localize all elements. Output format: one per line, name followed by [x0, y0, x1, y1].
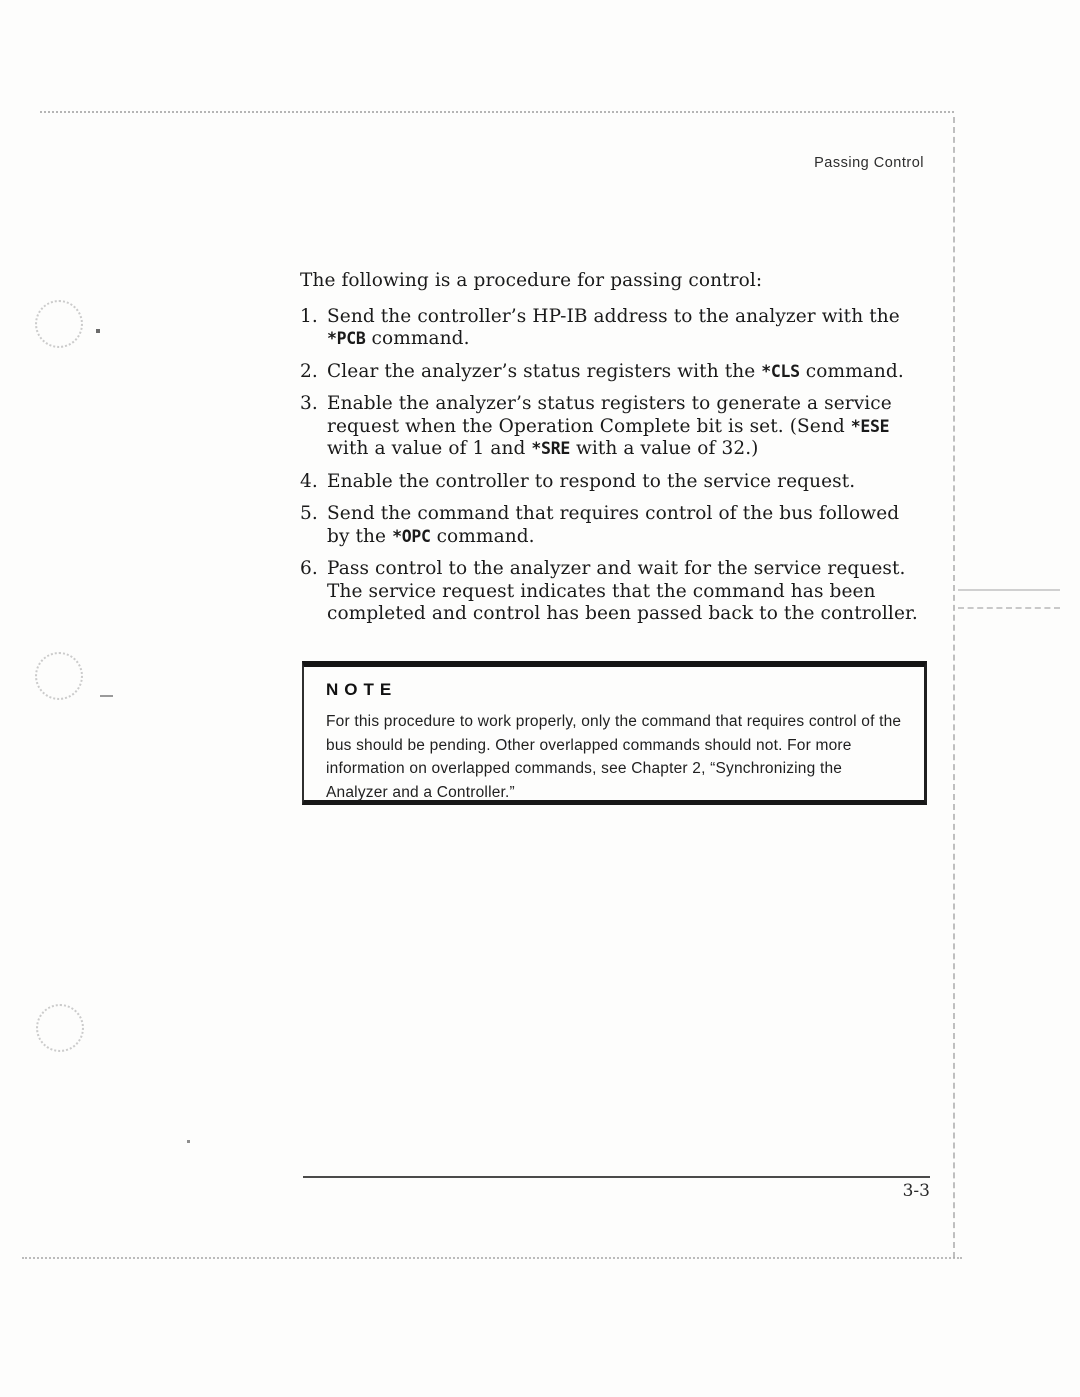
command-literal: *PCB — [327, 329, 366, 348]
procedure-item-text: Send the controller’s HP-IB address to the analyzer with the *PCB command. — [327, 305, 900, 349]
binder-hole-mark — [35, 300, 83, 348]
procedure-item-text: Pass control to the analyzer and wait for the service request. The service request indicates that the command has been completed and control has been passed back to the controller. — [327, 558, 918, 624]
scan-edge-dashed-line-right — [953, 117, 955, 1258]
procedure-item — [300, 393, 927, 461]
running-header: Passing Control — [814, 155, 924, 171]
procedure-item-number: 4. — [300, 470, 318, 492]
scan-speck — [100, 695, 113, 697]
scan-edge-dotted-line-bottom — [22, 1257, 962, 1259]
scan-speck — [96, 329, 100, 333]
procedure-item-text: Enable the controller to respond to the service request. — [327, 470, 856, 492]
command-literal: *SRE — [531, 439, 570, 458]
scan-edge-dotted-line-top — [40, 111, 954, 113]
footer-rule — [303, 1176, 930, 1178]
intro-paragraph: The following is a procedure for passing control: — [300, 270, 763, 291]
procedure-item-text: Enable the analyzer’s status registers to generate a service request when the Operation Complete bit is set. (Send *ESE with a value of 1 and *SRE with a value of 32.) — [327, 393, 892, 459]
command-literal: *ESE — [850, 416, 890, 436]
binder-hole-mark — [35, 652, 83, 700]
page-body — [300, 270, 927, 636]
procedure-item — [300, 558, 927, 626]
note-box — [302, 661, 927, 805]
scan-artifact-dash — [958, 607, 1060, 609]
procedure-item-number: 1. — [300, 305, 318, 327]
procedure-item — [300, 471, 927, 494]
procedure-item-number: 3. — [300, 393, 318, 414]
procedure-item — [300, 503, 927, 548]
scan-speck — [187, 1140, 190, 1143]
page-number: 3-3 — [902, 1181, 930, 1201]
binder-hole-mark — [36, 1004, 84, 1052]
procedure-list — [300, 306, 927, 626]
procedure-item-number: 6. — [300, 558, 318, 579]
procedure-item — [300, 361, 927, 384]
procedure-item-text: Send the command that requires control of the bus followed by the *OPC command. — [327, 503, 900, 547]
command-literal: *OPC — [392, 526, 431, 546]
scan-artifact-dash — [958, 589, 1060, 591]
note-label: NOTE — [326, 680, 398, 699]
note-body-text: For this procedure to work properly, only the command that requires control of the bus should be pending. Other overlapped commands should not. For more information on overlapped commands, see Chapter 2, “Synchronizing the Analyzer and a Controller.” — [326, 713, 902, 801]
procedure-item — [300, 306, 927, 351]
procedure-item-number: 5. — [300, 503, 318, 524]
procedure-item-number: 2. — [300, 360, 318, 382]
procedure-item-text: Clear the analyzer’s status registers with the *CLS command. — [327, 360, 904, 382]
command-literal: *CLS — [761, 361, 800, 381]
